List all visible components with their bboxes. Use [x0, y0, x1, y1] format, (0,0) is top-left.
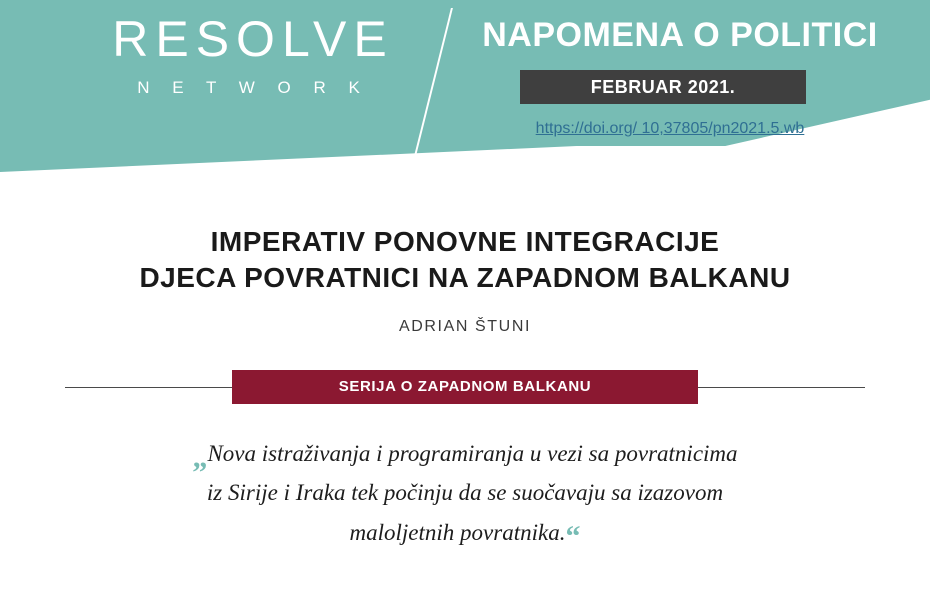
- pull-quote-line-3: maloljetnih povratnika.: [349, 519, 566, 545]
- pull-quote-line-2: iz Sirije i Iraka tek počinju da se suočavaju sa izazovom: [206, 480, 724, 506]
- document-body: [0, 224, 930, 552]
- policy-note-heading: NAPOMENA O POLITICI: [482, 16, 878, 54]
- publication-date-badge: FEBRUAR 2021.: [520, 70, 806, 104]
- document-header: [0, 0, 930, 172]
- title-line-1: IMPERATIV PONOVNE INTEGRACIJE: [210, 226, 720, 257]
- title-line-2: DJECA POVRATNICI NA ZAPADNOM BALKANU: [139, 261, 791, 293]
- author-name: ADRIAN ŠTUNI: [398, 317, 532, 335]
- quote-open-icon: „: [192, 440, 208, 474]
- pull-quote-line-1: Nova istraživanja i programiranja u vezi sa povratnicima: [207, 440, 738, 466]
- logo-title: RESOLVE: [112, 11, 394, 67]
- series-badge: SERIJA O ZAPADNOM BALKANU: [232, 370, 698, 404]
- resolve-logo: [88, 11, 418, 98]
- doi-link[interactable]: https://doi.org/ 10,37805/pn2021.5.wb: [535, 120, 805, 137]
- page-title: [0, 224, 930, 296]
- pull-quote: [0, 434, 930, 553]
- quote-close-icon: “: [565, 519, 581, 553]
- series-row: [0, 370, 930, 404]
- logo-subtitle: N E T W O R K: [137, 78, 369, 97]
